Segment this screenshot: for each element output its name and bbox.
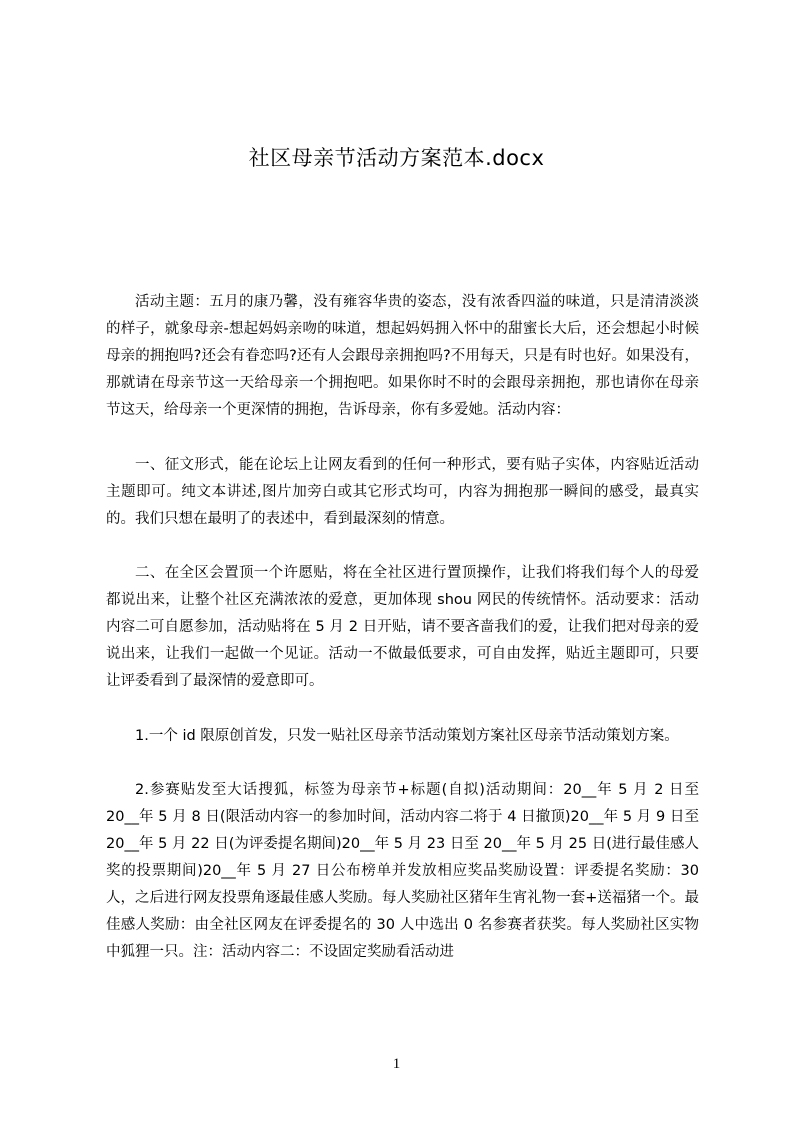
- paragraph-activity-theme: 活动主题：五月的康乃馨，没有雍容华贵的姿态，没有浓香四溢的味道，只是清清淡淡的样子，就象母亲-想起妈妈亲吻的味道，想起妈妈拥入怀中的甜蜜长大后，还会想起小时候母亲的拥抱吗?还会有眷恋吗?还有人会跟母亲拥抱吗?不用每天，只是有时也好。如果没有，那就请在母亲节这一天给母亲一个拥抱吧。如果你时不时的会跟母亲拥抱，那也请你在母亲节这天，给母亲一个更深情的拥抱，告诉母亲，你有多爱她。活动内容：: [106, 294, 699, 419]
- paragraph-rule-one: 1.一个 id 限原创首发，只发一贴社区母亲节活动策划方案社区母亲节活动策划方案。: [135, 727, 679, 744]
- paragraph-rule-two: 2.参赛贴发至大话搜狐，标签为母亲节+标题(自拟)活动期间：20__年 5 月 2 日至 20__年 5 月 8 日(限活动内容一的参加时间，活动内容二将于 4 日撤顶)20__年 5 月 9 日至 20__年 5 月 22 日(为评委提名期间)20__年 5 月 23 日至 20__年 5 月 25 日(进行最佳感人奖的投票期间)20__年 5 月 27 日公布榜单并发放相应奖品奖励设置：评委提名奖励：30 人，之后进行网友投票角逐最佳感人奖励。每人奖励社区猪年生宵礼物一套+送福猪一个。最佳感人奖励：由全社区网友在评委提名的 30 人中选出 0 名参赛者获奖。每人奖励社区实物中狐狸一只。注：活动内容二：不设固定奖励看活动进: [106, 781, 699, 961]
- paragraph-section-two: 二、在全区会置顶一个许愿贴，将在全社区进行置顶操作，让我们将我们每个人的母爱都说出来，让整个社区充满浓浓的爱意，更加体现 shou 网民的传统情怀。活动要求：活动内容二可自愿参加，活动贴将在 5 月 2 日开贴，请不要吝啬我们的爱，让我们把对母亲的爱说出来，让我们一起做一个见证。活动一不做最低要求，可自由发挥，贴近主题即可，只要让评委看到了最深情的爱意即可。: [106, 564, 699, 690]
- document-title: 社区母亲节活动方案范本.docx: [248, 146, 545, 170]
- paragraph-section-one: 一、征文形式，能在论坛上让网友看到的任何一种形式，要有贴子实体，内容贴近活动主题即可。纯文本讲述,图片加旁白或其它形式均可，内容为拥抱那一瞬间的感受，最真实的。我们只想在最明了的表述中，看到最深刻的情意。: [106, 456, 699, 527]
- document-body: [106, 289, 699, 993]
- page-number: 1: [392, 1056, 401, 1072]
